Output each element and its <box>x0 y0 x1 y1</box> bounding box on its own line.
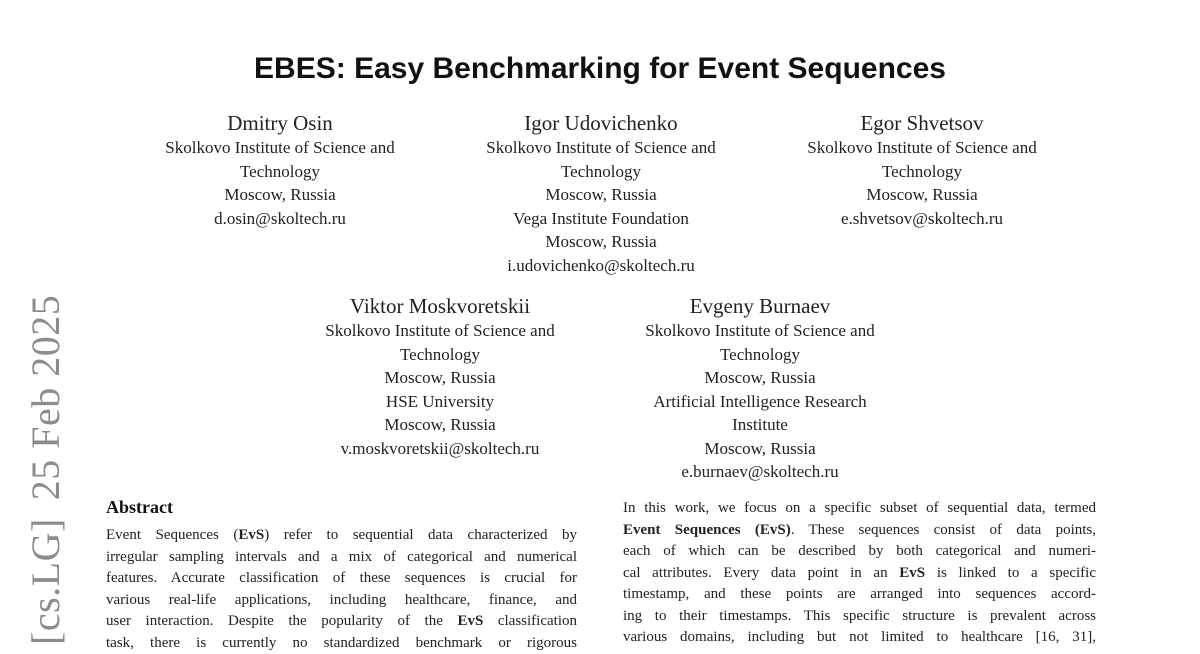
introduction-body <box>623 498 1096 649</box>
intro-line <box>623 520 1096 542</box>
author-email: d.osin@skoltech.ru <box>140 207 420 231</box>
author-location: Moscow, Russia <box>300 366 580 390</box>
author-location: Moscow, Russia <box>620 437 900 461</box>
abstract-line: features. Accurate classification of these sequences is crucial for <box>106 568 577 590</box>
author-affiliation: Skolkovo Institute of Science and <box>140 136 420 160</box>
intro-text: cal attributes. Every data point in an <box>623 565 899 581</box>
arxiv-side-stamp <box>22 295 69 645</box>
author-block-moskvoretskii <box>300 293 580 460</box>
author-affiliation: Technology <box>140 160 420 184</box>
author-affiliation: Skolkovo Institute of Science and <box>300 319 580 343</box>
author-email: e.burnaev@skoltech.ru <box>620 460 900 484</box>
author-affiliation: Technology <box>782 160 1062 184</box>
author-email: i.udovichenko@skoltech.ru <box>461 254 741 278</box>
arxiv-date: 25 Feb 2025 <box>23 295 68 501</box>
author-location: Moscow, Russia <box>620 366 900 390</box>
author-affiliation: Technology <box>620 343 900 367</box>
intro-line: In this work, we focus on a specific subset of sequential data, termed <box>623 498 1096 520</box>
author-affiliation: HSE University <box>300 390 580 414</box>
abstract-term: EvS <box>238 527 264 543</box>
author-location: Moscow, Russia <box>140 183 420 207</box>
intro-text: is linked to a specific <box>925 565 1096 581</box>
abstract-text: ) refer to sequential data characterized by <box>264 527 577 543</box>
author-name: Igor Udovichenko <box>461 110 741 136</box>
author-location: Moscow, Russia <box>782 183 1062 207</box>
arxiv-category: [cs.LG] <box>23 518 68 645</box>
intro-term: Event Sequences (EvS) <box>623 522 791 538</box>
abstract-heading: Abstract <box>106 497 173 518</box>
intro-line: timestamp, and these points are arranged into sequences accord- <box>623 584 1096 606</box>
author-location: Moscow, Russia <box>461 183 741 207</box>
abstract-term: EvS <box>457 613 483 629</box>
abstract-line: various real-life applications, including healthcare, finance, and <box>106 590 577 612</box>
abstract-text: Event Sequences ( <box>106 527 238 543</box>
abstract-line: irregular sampling intervals and a mix of categorical and numerical <box>106 547 577 569</box>
author-affiliation: Institute <box>620 413 900 437</box>
intro-line: ing to their timestamps. This specific structure is prevalent across <box>623 606 1096 628</box>
abstract-text: user interaction. Despite the popularity of the <box>106 613 457 629</box>
author-block-burnaev <box>620 293 900 484</box>
author-block-osin <box>140 110 420 230</box>
author-email: e.shvetsov@skoltech.ru <box>782 207 1062 231</box>
author-block-shvetsov <box>782 110 1062 230</box>
abstract-line <box>106 525 577 547</box>
author-name: Dmitry Osin <box>140 110 420 136</box>
author-name: Evgeny Burnaev <box>620 293 900 319</box>
intro-line: each of which can be described by both categorical and numeri- <box>623 541 1096 563</box>
author-affiliation: Technology <box>461 160 741 184</box>
intro-line: various domains, including but not limited to healthcare [16, 31], <box>623 627 1096 649</box>
abstract-line <box>106 611 577 633</box>
author-location: Moscow, Russia <box>461 230 741 254</box>
author-affiliation: Vega Institute Foundation <box>461 207 741 231</box>
author-affiliation: Skolkovo Institute of Science and <box>782 136 1062 160</box>
intro-text: . These sequences consist of data points, <box>791 522 1096 538</box>
author-location: Moscow, Russia <box>300 413 580 437</box>
author-affiliation: Artificial Intelligence Research <box>620 390 900 414</box>
author-affiliation: Skolkovo Institute of Science and <box>620 319 900 343</box>
paper-title: EBES: Easy Benchmarking for Event Sequences <box>0 52 1200 86</box>
author-block-udovichenko <box>461 110 741 277</box>
author-name: Viktor Moskvoretskii <box>300 293 580 319</box>
abstract-text: classification <box>483 613 577 629</box>
abstract-line: task, there is currently no standardized benchmark or rigorous <box>106 633 577 654</box>
author-email: v.moskvoretskii@skoltech.ru <box>300 437 580 461</box>
author-name: Egor Shvetsov <box>782 110 1062 136</box>
author-affiliation: Skolkovo Institute of Science and <box>461 136 741 160</box>
intro-term: EvS <box>899 565 925 581</box>
intro-line <box>623 563 1096 585</box>
abstract-body <box>106 525 577 654</box>
author-affiliation: Technology <box>300 343 580 367</box>
